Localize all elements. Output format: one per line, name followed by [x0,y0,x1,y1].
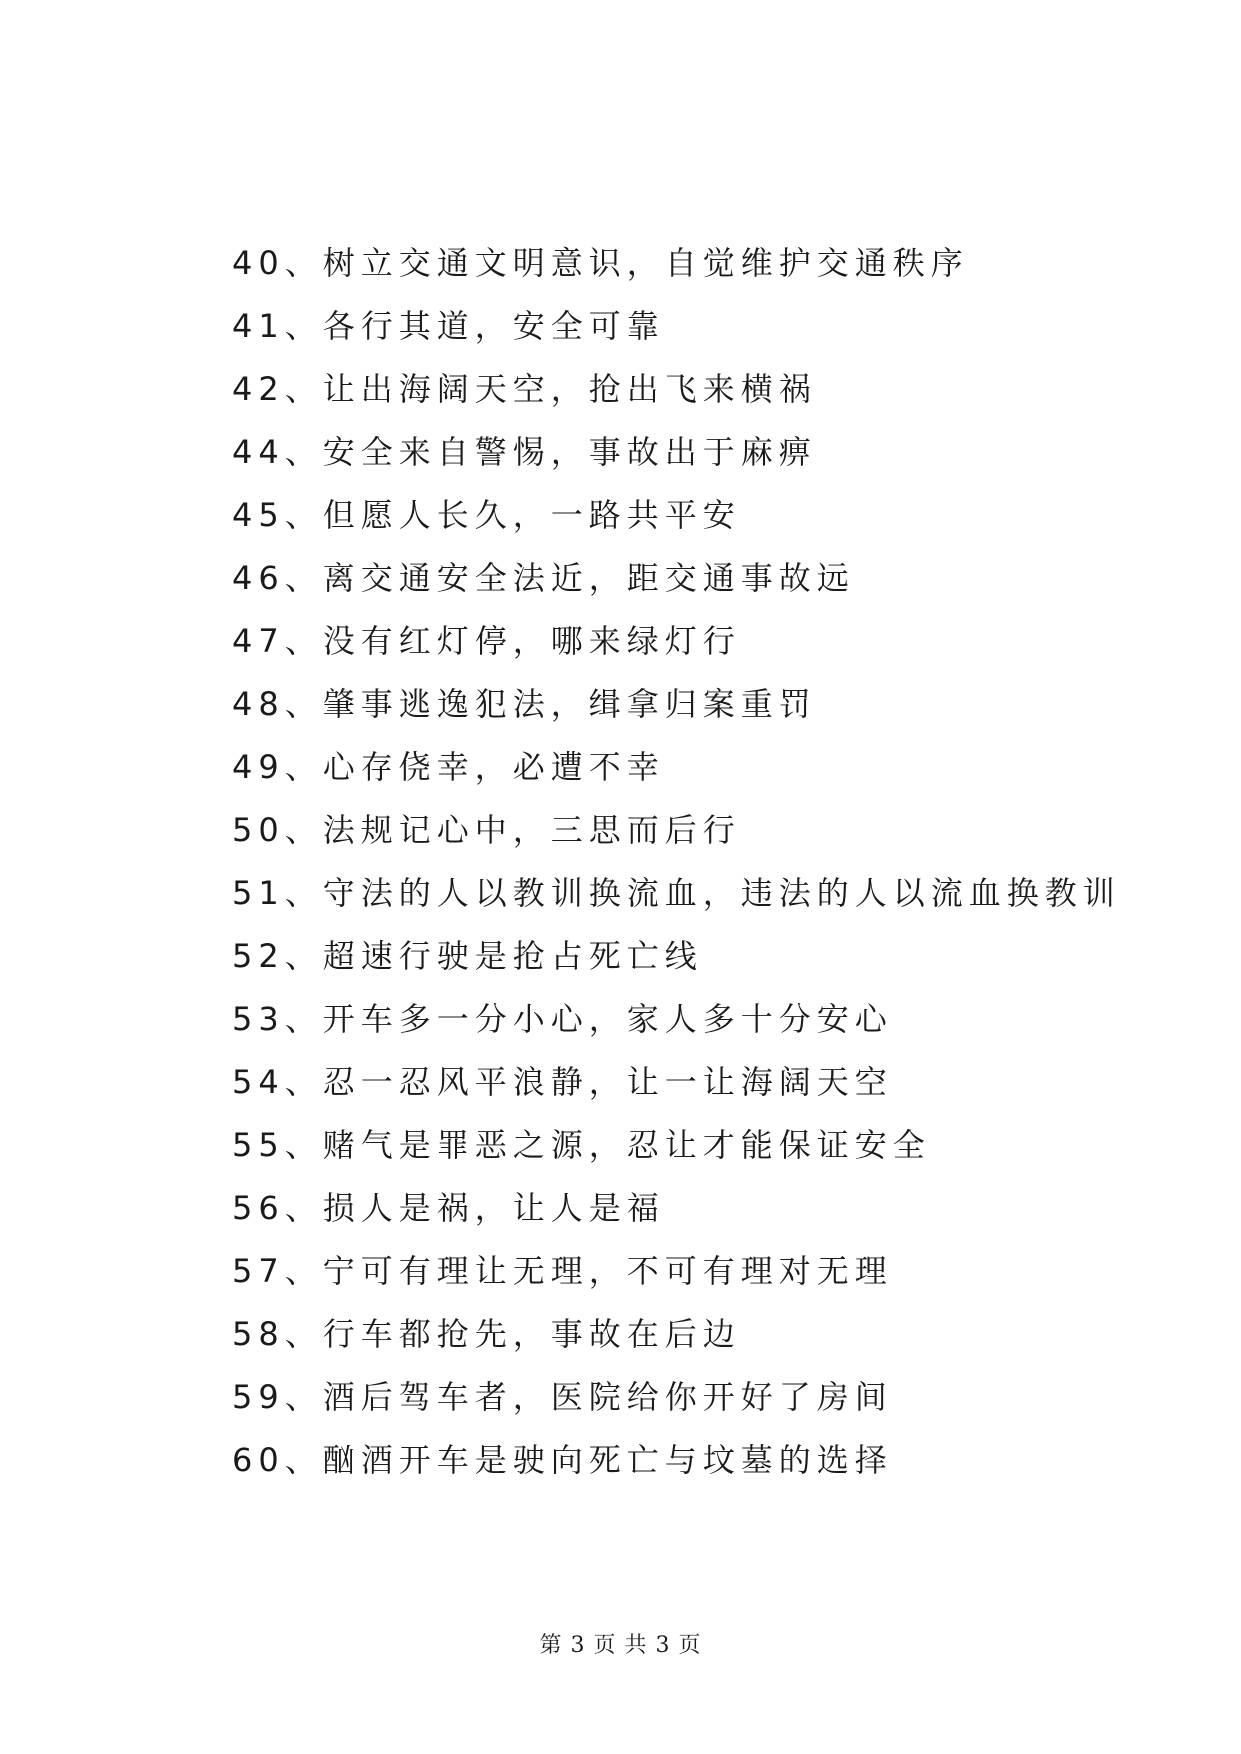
slogan-item: 55、赌气是罪恶之源，忍让才能保证安全 [232,1126,931,1164]
page-footer: 第 3 页 共 3 页 [539,1633,702,1658]
slogan-item: 50、法规记心中，三思而后行 [232,811,741,849]
slogan-item: 41、各行其道，安全可靠 [232,307,665,345]
slogan-item: 52、超速行驶是抢占死亡线 [232,937,703,975]
slogan-item: 51、守法的人以教训换流血，违法的人以流血换教训 [232,874,1121,912]
slogan-item: 60、酗酒开车是驶向死亡与坟墓的选择 [232,1441,893,1479]
slogan-item: 45、但愿人长久，一路共平安 [232,496,741,534]
slogan-list [232,232,1121,1492]
slogan-item: 47、没有红灯停，哪来绿灯行 [232,622,741,660]
slogan-item: 40、树立交通文明意识，自觉维护交通秩序 [232,244,969,282]
slogan-item: 59、酒后驾车者，医院给你开好了房间 [232,1378,893,1416]
slogan-item: 44、安全来自警惕，事故出于麻痹 [232,433,817,471]
slogan-item: 54、忍一忍风平浪静，让一让海阔天空 [232,1063,893,1101]
slogan-item: 56、损人是祸，让人是福 [232,1189,665,1227]
slogan-item: 49、心存侥幸，必遭不幸 [232,748,665,786]
slogan-item: 42、让出海阔天空，抢出飞来横祸 [232,370,817,408]
slogan-item: 48、肇事逃逸犯法，缉拿归案重罚 [232,685,817,723]
slogan-item: 58、行车都抢先，事故在后边 [232,1315,741,1353]
slogan-item: 46、离交通安全法近，距交通事故远 [232,559,855,597]
slogan-item: 57、宁可有理让无理，不可有理对无理 [232,1252,893,1290]
slogan-item: 53、开车多一分小心，家人多十分安心 [232,1000,893,1038]
